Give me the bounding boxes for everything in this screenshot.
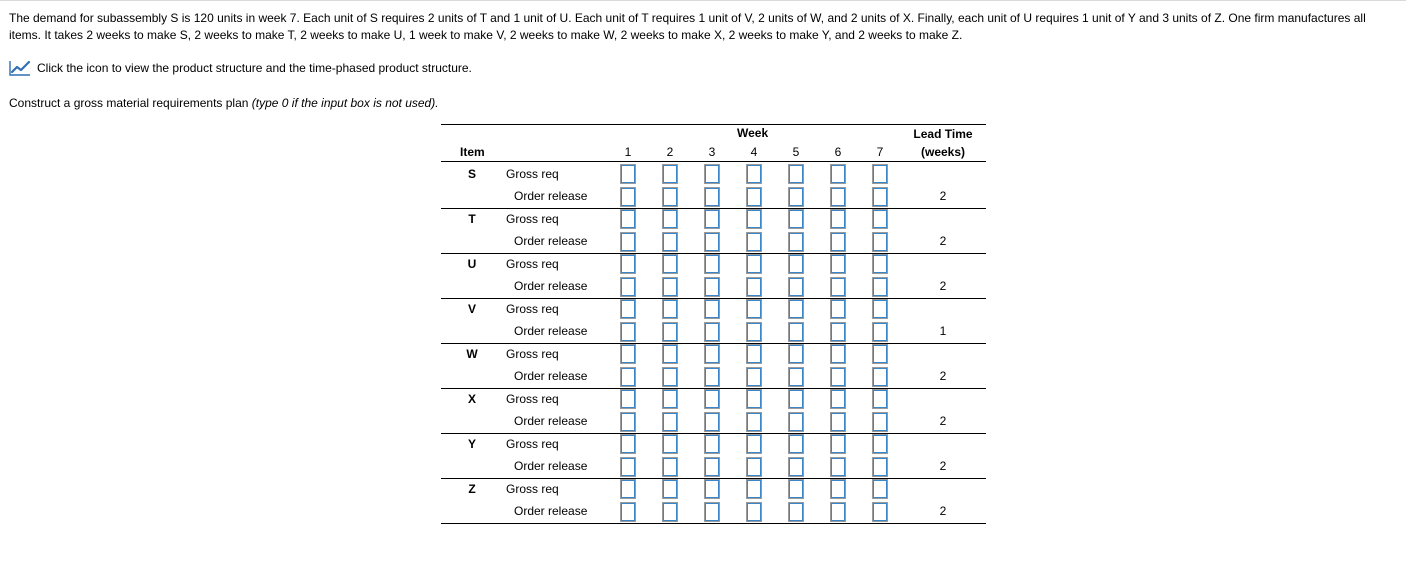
gross-req-input-Z-week-5[interactable] <box>788 479 804 499</box>
gross-req-input-X-week-2[interactable] <box>662 389 678 409</box>
item-W: W <box>466 347 478 361</box>
gross-req-input-Y-week-3[interactable] <box>704 434 720 454</box>
gross-req-input-W-week-2[interactable] <box>662 344 678 364</box>
gross-req-label: Gross req <box>506 392 559 406</box>
chart-trend-icon[interactable] <box>9 60 31 76</box>
gross-req-input-Y-week-4[interactable] <box>746 434 762 454</box>
gross-req-input-U-week-4[interactable] <box>746 254 762 274</box>
order-release-input-T-week-4[interactable] <box>746 232 762 252</box>
gross-req-input-V-week-4[interactable] <box>746 299 762 319</box>
gross-req-input-W-week-5[interactable] <box>788 344 804 364</box>
gross-req-label: Gross req <box>506 167 559 181</box>
gross-req-input-W-week-7[interactable] <box>872 344 888 364</box>
order-release-input-X-week-6[interactable] <box>830 412 846 432</box>
gross-req-input-U-week-6[interactable] <box>830 254 846 274</box>
item-T: T <box>468 212 476 226</box>
order-release-input-W-week-3[interactable] <box>704 367 720 387</box>
order-release-input-U-week-5[interactable] <box>788 277 804 297</box>
order-release-input-T-week-2[interactable] <box>662 232 678 252</box>
order-release-input-T-week-6[interactable] <box>830 232 846 252</box>
order-release-label: Order release <box>514 369 588 383</box>
gross-req-input-W-week-1[interactable] <box>620 344 636 364</box>
order-release-label: Order release <box>514 279 588 293</box>
gross-req-input-Y-week-5[interactable] <box>788 434 804 454</box>
order-release-input-V-week-4[interactable] <box>746 322 762 342</box>
gross-req-input-V-week-3[interactable] <box>704 299 720 319</box>
gross-req-label: Gross req <box>506 482 559 496</box>
gross-req-input-X-week-5[interactable] <box>788 389 804 409</box>
instruction-note: (type 0 if the input box is not used). <box>251 96 439 110</box>
gross-req-input-S-week-6[interactable] <box>830 164 846 184</box>
gross-req-input-V-week-1[interactable] <box>620 299 636 319</box>
gross-req-input-X-week-4[interactable] <box>746 389 762 409</box>
gross-req-label: Gross req <box>506 302 559 316</box>
order-release-input-Z-week-5[interactable] <box>788 502 804 522</box>
gross-req-input-U-week-2[interactable] <box>662 254 678 274</box>
gross-req-input-T-week-4[interactable] <box>746 209 762 229</box>
gross-req-input-S-week-2[interactable] <box>662 164 678 184</box>
item-U: U <box>467 257 477 271</box>
gross-req-input-V-week-2[interactable] <box>662 299 678 319</box>
item-V: V <box>467 302 476 316</box>
gross-req-input-V-week-5[interactable] <box>788 299 804 319</box>
gross-req-input-Y-week-6[interactable] <box>830 434 846 454</box>
gross-req-input-V-week-6[interactable] <box>830 299 846 319</box>
row-divider <box>441 523 986 524</box>
gross-req-input-T-week-2[interactable] <box>662 209 678 229</box>
order-release-label: Order release <box>514 414 588 428</box>
lead-time-X: 2 <box>939 414 947 428</box>
week-number-5: 5 <box>792 145 800 159</box>
order-release-input-U-week-2[interactable] <box>662 277 678 297</box>
item-S: S <box>467 167 476 181</box>
order-release-input-V-week-1[interactable] <box>620 322 636 342</box>
header-rule <box>441 161 986 162</box>
order-release-input-U-week-3[interactable] <box>704 277 720 297</box>
week-number-3: 3 <box>708 145 716 159</box>
order-release-input-X-week-3[interactable] <box>704 412 720 432</box>
order-release-input-W-week-7[interactable] <box>872 367 888 387</box>
gross-req-input-T-week-6[interactable] <box>830 209 846 229</box>
gross-req-input-S-week-4[interactable] <box>746 164 762 184</box>
order-release-input-S-week-5[interactable] <box>788 187 804 207</box>
order-release-input-Z-week-7[interactable] <box>872 502 888 522</box>
gross-req-input-Z-week-1[interactable] <box>620 479 636 499</box>
order-release-input-Y-week-2[interactable] <box>662 457 678 477</box>
gross-req-input-U-week-5[interactable] <box>788 254 804 274</box>
order-release-input-X-week-5[interactable] <box>788 412 804 432</box>
order-release-input-X-week-1[interactable] <box>620 412 636 432</box>
lead-time-S: 2 <box>939 189 947 203</box>
lead-time-W: 2 <box>939 369 947 383</box>
week-number-6: 6 <box>834 145 842 159</box>
gross-req-input-Z-week-4[interactable] <box>746 479 762 499</box>
order-release-input-X-week-7[interactable] <box>872 412 888 432</box>
gross-req-input-S-week-5[interactable] <box>788 164 804 184</box>
order-release-input-U-week-4[interactable] <box>746 277 762 297</box>
order-release-input-W-week-2[interactable] <box>662 367 678 387</box>
order-release-input-V-week-7[interactable] <box>872 322 888 342</box>
gross-req-input-S-week-1[interactable] <box>620 164 636 184</box>
lead-time-T: 2 <box>939 234 947 248</box>
order-release-input-T-week-3[interactable] <box>704 232 720 252</box>
order-release-input-S-week-2[interactable] <box>662 187 678 207</box>
item-Z: Z <box>468 482 476 496</box>
gross-requirements-plan <box>441 124 986 524</box>
gross-req-input-Y-week-7[interactable] <box>872 434 888 454</box>
order-release-input-W-week-4[interactable] <box>746 367 762 387</box>
gross-req-input-S-week-7[interactable] <box>872 164 888 184</box>
gross-req-input-U-week-7[interactable] <box>872 254 888 274</box>
instruction-text <box>9 95 439 111</box>
product-structure-link-text[interactable]: Click the icon to view the product structure and the time-phased product structure. <box>37 61 472 75</box>
gross-req-label: Gross req <box>506 437 559 451</box>
item-header: Item <box>460 145 485 159</box>
gross-req-input-T-week-5[interactable] <box>788 209 804 229</box>
order-release-input-X-week-2[interactable] <box>662 412 678 432</box>
order-release-input-S-week-6[interactable] <box>830 187 846 207</box>
lead-time-Y: 2 <box>939 459 947 473</box>
order-release-label: Order release <box>514 459 588 473</box>
week-number-4: 4 <box>750 145 758 159</box>
order-release-input-Z-week-1[interactable] <box>620 502 636 522</box>
order-release-input-U-week-1[interactable] <box>620 277 636 297</box>
order-release-input-T-week-1[interactable] <box>620 232 636 252</box>
gross-req-input-X-week-7[interactable] <box>872 389 888 409</box>
order-release-input-Z-week-2[interactable] <box>662 502 678 522</box>
order-release-input-S-week-3[interactable] <box>704 187 720 207</box>
gross-req-input-T-week-3[interactable] <box>704 209 720 229</box>
order-release-input-Y-week-5[interactable] <box>788 457 804 477</box>
gross-req-input-X-week-1[interactable] <box>620 389 636 409</box>
product-structure-link[interactable] <box>9 59 472 77</box>
order-release-input-Y-week-6[interactable] <box>830 457 846 477</box>
gross-req-input-T-week-7[interactable] <box>872 209 888 229</box>
order-release-input-T-week-7[interactable] <box>872 232 888 252</box>
gross-req-input-Z-week-2[interactable] <box>662 479 678 499</box>
order-release-input-W-week-1[interactable] <box>620 367 636 387</box>
gross-req-label: Gross req <box>506 257 559 271</box>
item-X: X <box>467 392 476 406</box>
gross-req-input-W-week-3[interactable] <box>704 344 720 364</box>
item-Y: Y <box>467 437 476 451</box>
order-release-input-S-week-7[interactable] <box>872 187 888 207</box>
gross-req-input-W-week-4[interactable] <box>746 344 762 364</box>
gross-req-input-U-week-3[interactable] <box>704 254 720 274</box>
order-release-input-W-week-6[interactable] <box>830 367 846 387</box>
order-release-input-Z-week-3[interactable] <box>704 502 720 522</box>
order-release-input-Y-week-3[interactable] <box>704 457 720 477</box>
order-release-input-Y-week-1[interactable] <box>620 457 636 477</box>
order-release-input-Z-week-6[interactable] <box>830 502 846 522</box>
order-release-input-U-week-6[interactable] <box>830 277 846 297</box>
order-release-label: Order release <box>514 504 588 518</box>
lead-time-header-units: (weeks) <box>920 145 966 159</box>
lead-time-V: 1 <box>939 324 947 338</box>
order-release-input-V-week-3[interactable] <box>704 322 720 342</box>
week-number-7: 7 <box>876 145 884 159</box>
order-release-label: Order release <box>514 324 588 338</box>
week-header: Week <box>737 126 769 140</box>
order-release-input-V-week-2[interactable] <box>662 322 678 342</box>
order-release-input-X-week-4[interactable] <box>746 412 762 432</box>
order-release-input-Z-week-4[interactable] <box>746 502 762 522</box>
order-release-input-W-week-5[interactable] <box>788 367 804 387</box>
order-release-input-V-week-5[interactable] <box>788 322 804 342</box>
order-release-input-U-week-7[interactable] <box>872 277 888 297</box>
gross-req-input-T-week-1[interactable] <box>620 209 636 229</box>
gross-req-input-W-week-6[interactable] <box>830 344 846 364</box>
gross-req-label: Gross req <box>506 212 559 226</box>
lead-time-header: Lead Time <box>913 127 973 141</box>
gross-req-input-Z-week-7[interactable] <box>872 479 888 499</box>
order-release-label: Order release <box>514 189 588 203</box>
table-top-rule <box>441 124 986 125</box>
order-release-input-Y-week-4[interactable] <box>746 457 762 477</box>
problem-statement: The demand for subassembly S is 120 units in week 7. Each unit of S requires 2 units of T and 1 unit of U. Each unit of T requires 1 unit of V, 2 units of W, and 2 units of X. Finally, each unit of U requires 1 unit of Y and 3 units of Z. One firm manufactures all items. It takes 2 weeks to make S, 2 weeks to make T, 2 weeks to make U, 1 week to make V, 2 weeks to make W, 2 weeks to make X, 2 weeks to make Y, and 2 weeks to make Z. <box>9 11 1366 42</box>
gross-req-input-S-week-3[interactable] <box>704 164 720 184</box>
order-release-input-Y-week-7[interactable] <box>872 457 888 477</box>
gross-req-input-Y-week-2[interactable] <box>662 434 678 454</box>
top-divider <box>0 0 1406 1</box>
order-release-input-S-week-1[interactable] <box>620 187 636 207</box>
gross-req-input-U-week-1[interactable] <box>620 254 636 274</box>
lead-time-Z: 2 <box>939 504 947 518</box>
order-release-input-V-week-6[interactable] <box>830 322 846 342</box>
gross-req-input-X-week-6[interactable] <box>830 389 846 409</box>
order-release-label: Order release <box>514 234 588 248</box>
gross-req-input-X-week-3[interactable] <box>704 389 720 409</box>
gross-req-input-V-week-7[interactable] <box>872 299 888 319</box>
gross-req-input-Z-week-6[interactable] <box>830 479 846 499</box>
week-number-1: 1 <box>624 145 632 159</box>
gross-req-label: Gross req <box>506 347 559 361</box>
gross-req-input-Y-week-1[interactable] <box>620 434 636 454</box>
instruction-main: Construct a gross material requirements plan <box>9 96 252 110</box>
order-release-input-S-week-4[interactable] <box>746 187 762 207</box>
lead-time-U: 2 <box>939 279 947 293</box>
week-number-2: 2 <box>666 145 674 159</box>
order-release-input-T-week-5[interactable] <box>788 232 804 252</box>
gross-req-input-Z-week-3[interactable] <box>704 479 720 499</box>
